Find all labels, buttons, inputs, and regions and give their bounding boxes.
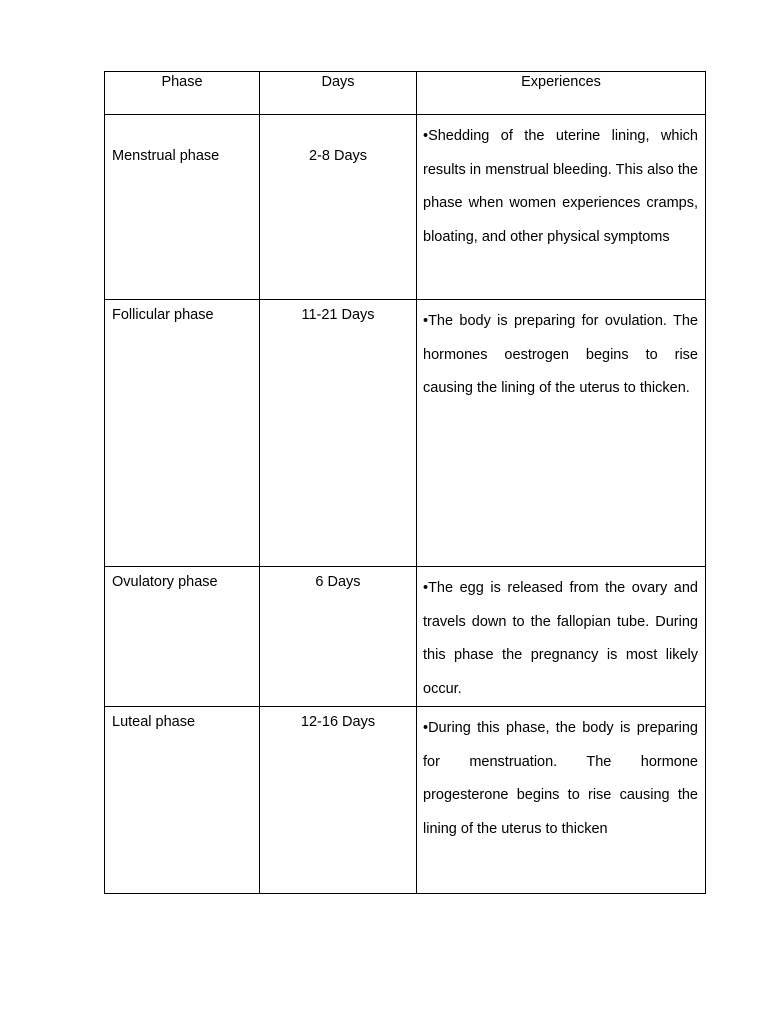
phase-cell: Luteal phase (105, 707, 260, 894)
experiences-cell (417, 300, 706, 567)
header-days: Days (260, 72, 417, 115)
experiences-cell (417, 567, 706, 707)
table-header-row (105, 72, 706, 115)
table-row (105, 300, 706, 567)
experiences-text: •The body is preparing for ovulation. The hormones oestrogen begins to rise causing the lining of the uterus to thicken. (423, 313, 698, 396)
header-experiences: Experiences (417, 72, 706, 115)
table-row (105, 707, 706, 894)
phase-cell: Ovulatory phase (105, 567, 260, 707)
table-row (105, 567, 706, 707)
phase-cell: Menstrual phase (105, 115, 260, 300)
experiences-cell (417, 115, 706, 300)
days-cell: 2-8 Days (260, 115, 417, 300)
experiences-cell (417, 707, 706, 894)
header-phase: Phase (105, 72, 260, 115)
phase-cell: Follicular phase (105, 300, 260, 567)
days-cell: 11-21 Days (260, 300, 417, 567)
menstrual-cycle-table (104, 71, 706, 894)
experiences-text: •Shedding of the uterine lining, which results in menstrual bleeding. This also the phase when women experiences cramps, bloating, and other physical symptoms (423, 128, 698, 245)
experiences-text: •During this phase, the body is preparing for menstruation. The hormone progesterone begins to rise causing the lining of the uterus to thicken (423, 720, 698, 837)
table-row (105, 115, 706, 300)
days-cell: 6 Days (260, 567, 417, 707)
days-cell: 12-16 Days (260, 707, 417, 894)
experiences-text: •The egg is released from the ovary and travels down to the fallopian tube. During this phase the pregnancy is most likely occur. (423, 580, 698, 697)
